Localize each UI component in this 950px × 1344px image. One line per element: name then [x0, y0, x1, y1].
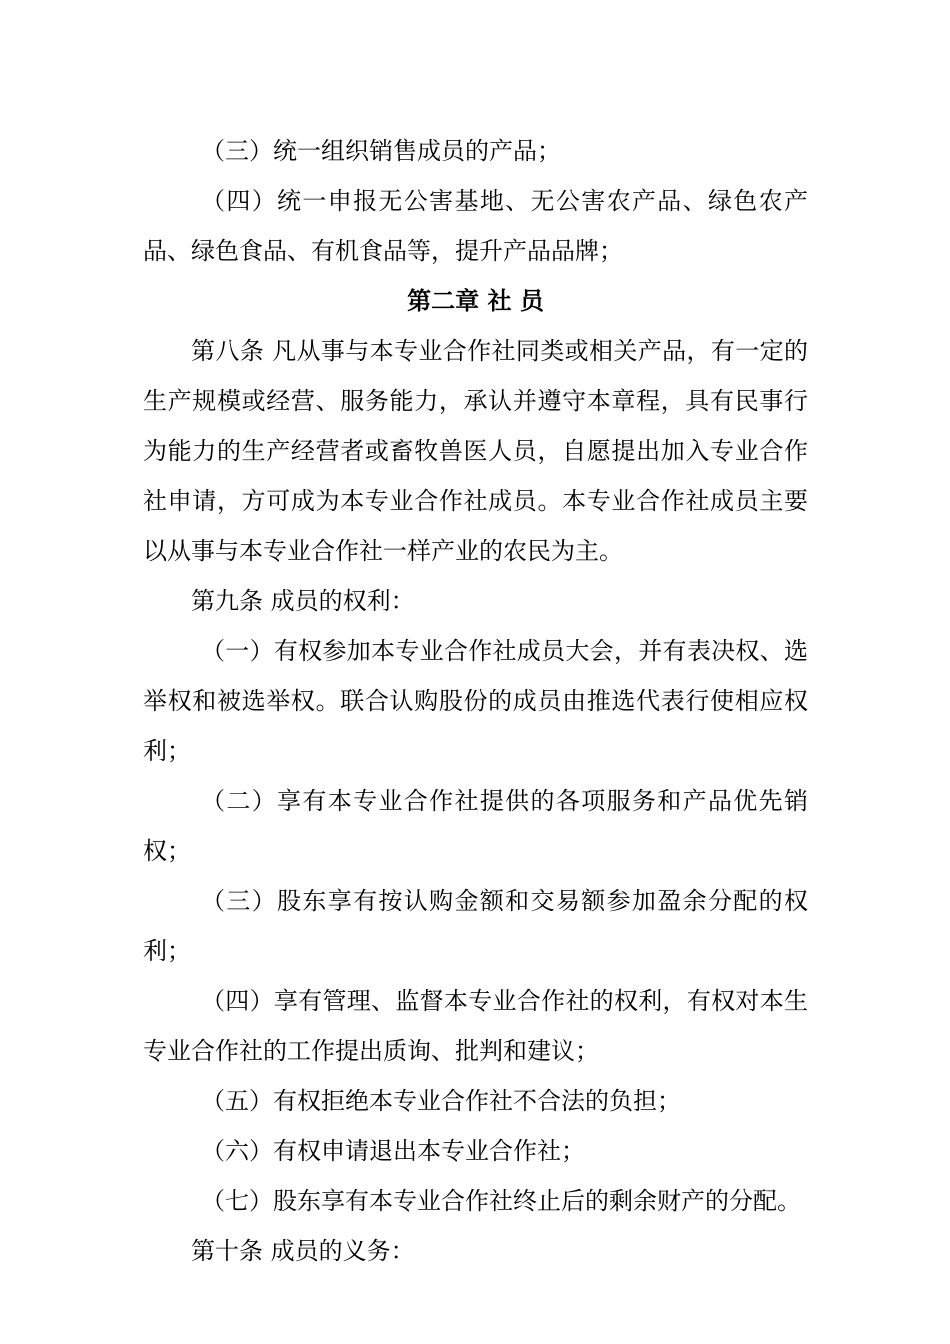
article-8: 第八条 凡从事与本专业合作社同类或相关产品，有一定的生产规模或经营、服务能力，承认并遵守本章程，具有民事行为能力的生产经营者或畜牧兽医人员，自愿提出加入专业合作社申请，方可成为本专业合作社成员。本专业合作社成员主要以从事与本专业合作社一样产业的农民为主。 — [143, 337, 808, 565]
rights-item-7: （七）股东享有本专业合作社终止后的剩余财产的分配。 — [201, 1187, 801, 1215]
rights-item-4: （四）享有管理、监督本专业合作社的权利，有权对本生专业合作社的工作提出质询、批判和建议； — [143, 987, 808, 1065]
rights-item-1: （一）有权参加本专业合作社成员大会，并有表决权、选举权和被选举权。联合认购股份的成员由推选代表行使相应权利； — [143, 637, 808, 765]
rights-item-2: （二）享有本专业合作社提供的各项服务和产品优先销权； — [143, 787, 808, 865]
paragraph-item-4-certification: （四）统一申报无公害基地、无公害农产品、绿色农产品、绿色食品、有机食品等，提升产品品牌； — [143, 187, 808, 265]
article-10-heading: 第十条 成员的义务： — [191, 1237, 415, 1265]
chapter-title: 第二章 社 员 — [407, 287, 544, 315]
article-9-heading: 第九条 成员的权利： — [191, 587, 415, 615]
paragraph-item-3-sales: （三）统一组织销售成员的产品； — [201, 137, 561, 165]
rights-item-3: （三）股东享有按认购金额和交易额参加盈余分配的权利； — [143, 887, 808, 965]
document-body — [143, 126, 808, 1276]
rights-item-5: （五）有权拒绝本专业合作社不合法的负担； — [201, 1087, 681, 1115]
rights-item-6: （六）有权申请退出本专业合作社； — [201, 1137, 585, 1165]
